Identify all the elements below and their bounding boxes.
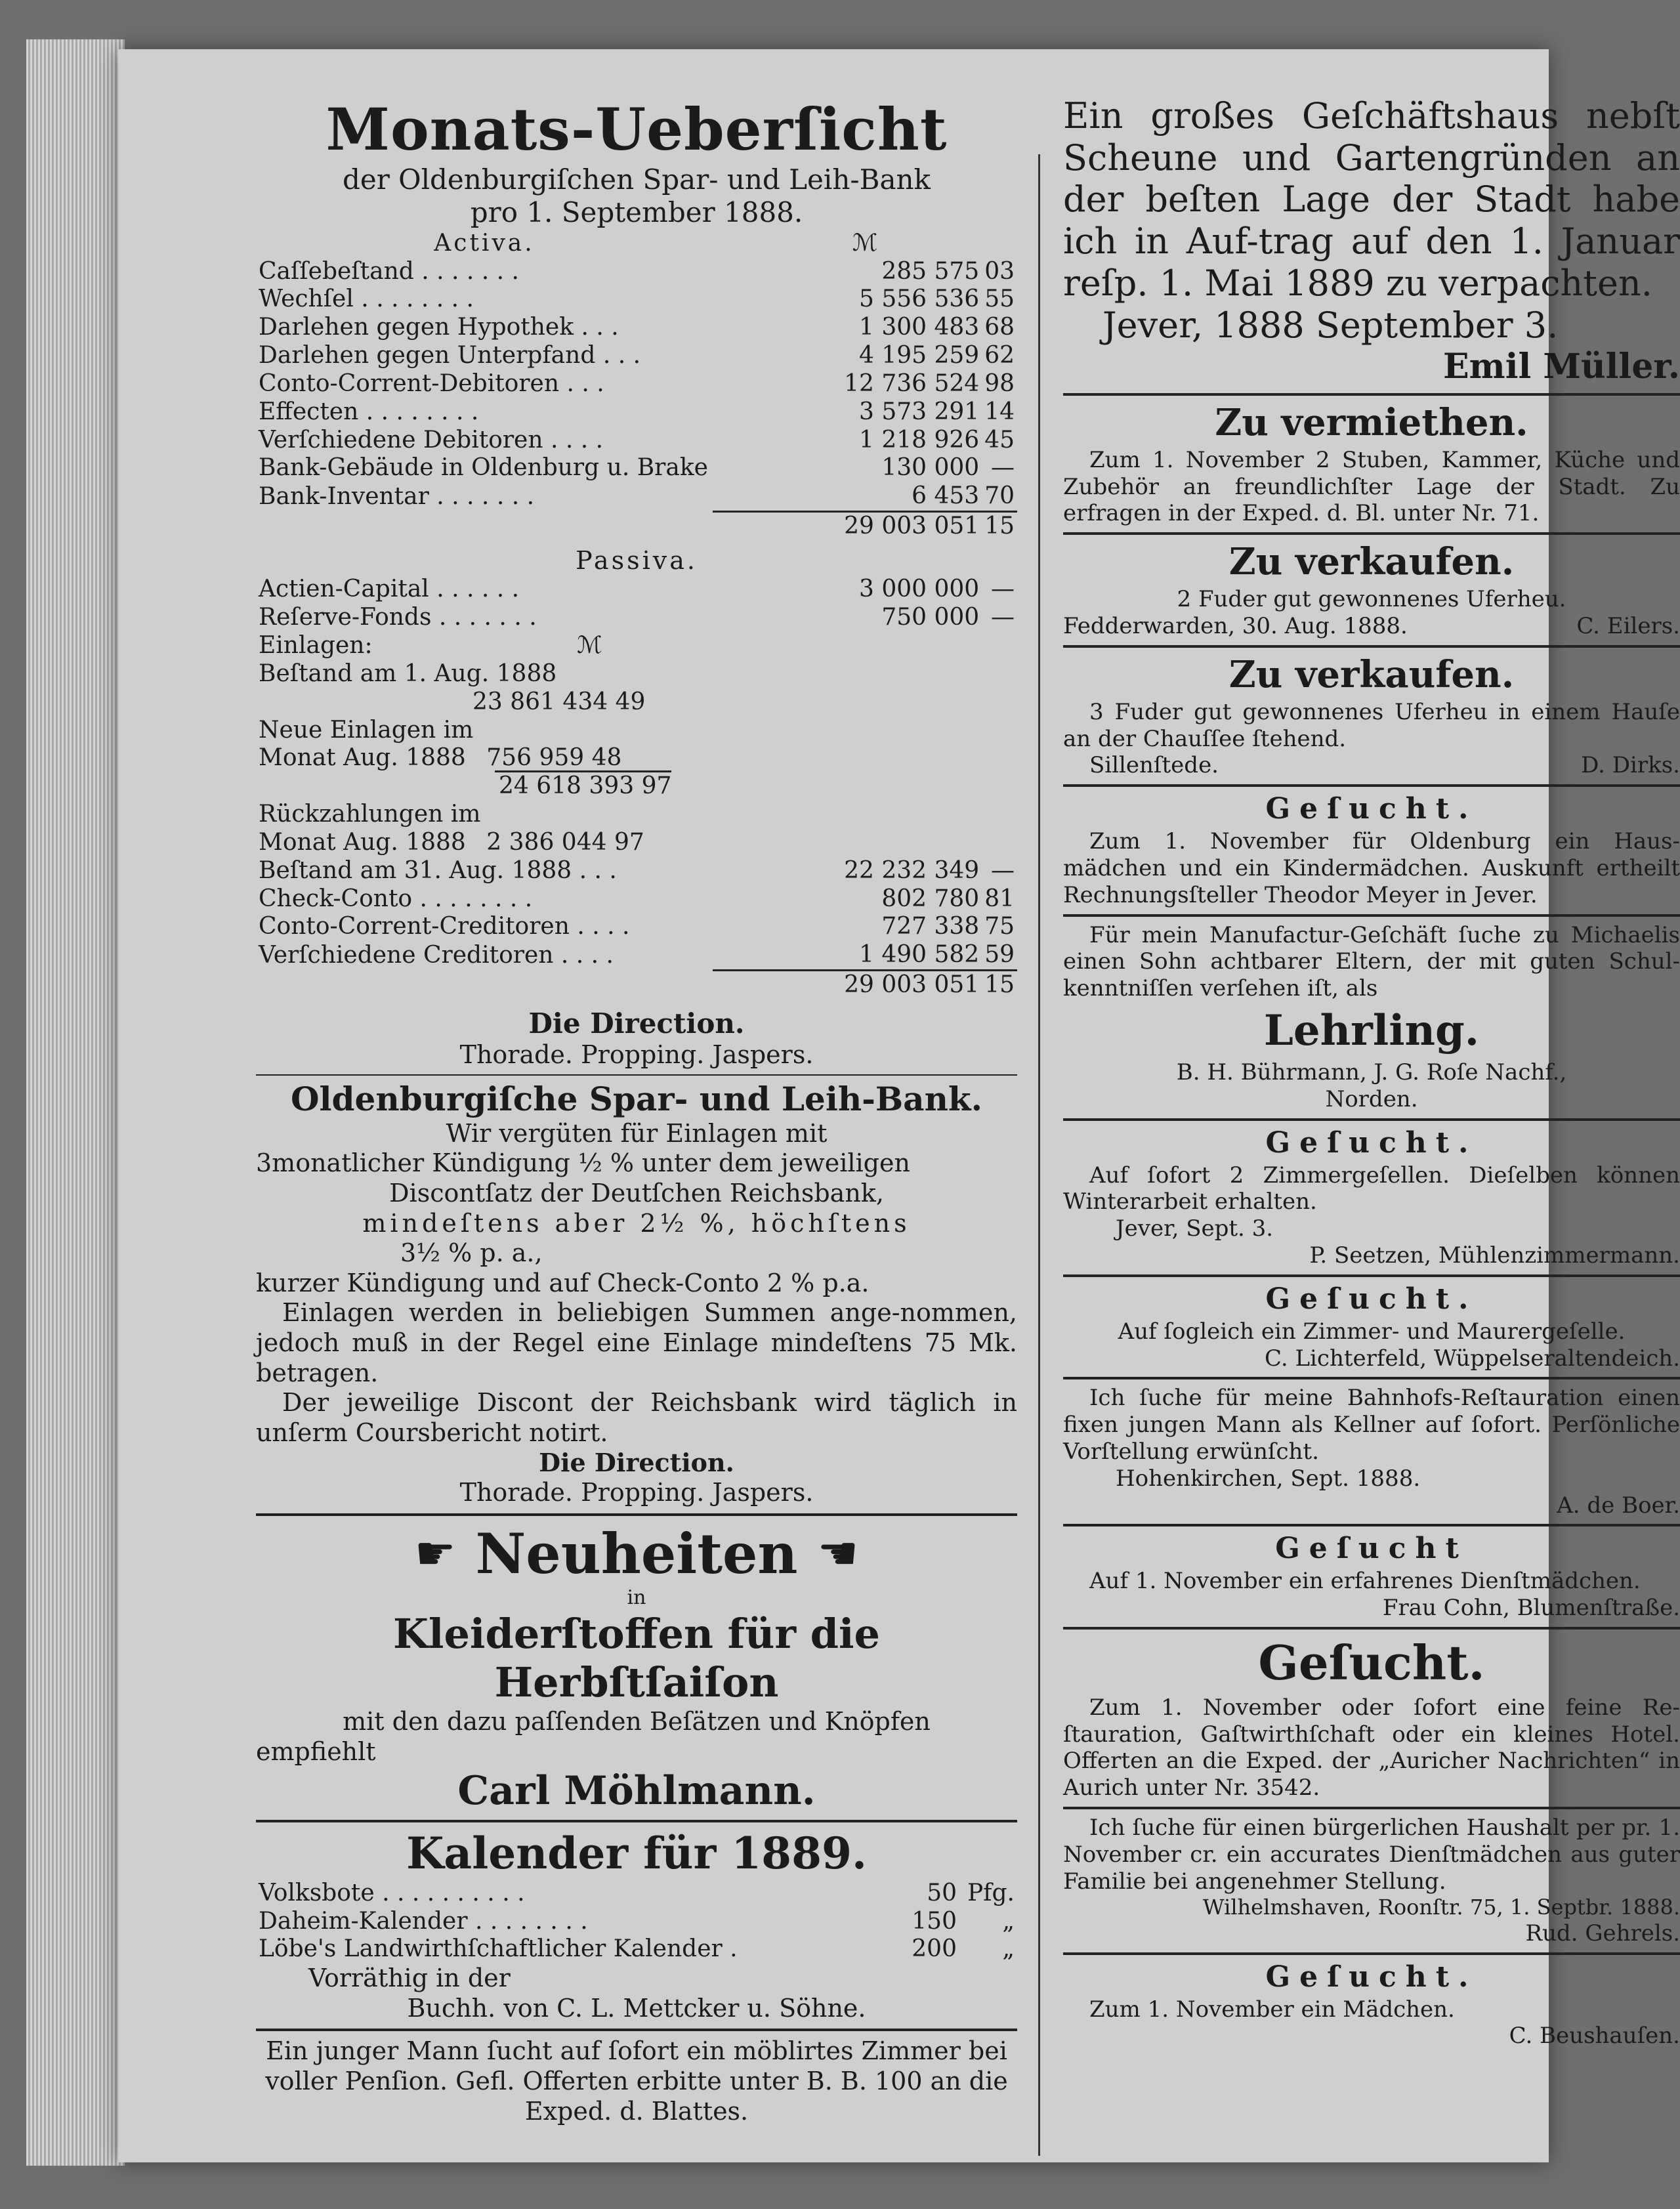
verkaufen-footer: Fedderwarden, 30. Aug. 1888. C. Eilers. — [1063, 612, 1680, 639]
table-row: Volksbote . . . . . . . . . . 50 Pfg. — [259, 1879, 1015, 1906]
table-row — [256, 632, 1017, 660]
neuheiten-heading — [256, 1521, 1017, 1586]
activa-table — [256, 230, 1017, 541]
table-row: Caſſebeſtand . . . . . . . 285 575 03 — [259, 257, 1015, 285]
gesucht-heading: Geſucht. — [1265, 792, 1478, 826]
haushalt-text: Ich ſuche für einen bürgerlichen Haushalt per pr. 1. November cr. ein accurates Dienſtmädchen aus guter Familie bei angenehmer Stellung. — [1063, 1815, 1680, 1895]
kalender-vorraetig: Vorräthig in der — [308, 1964, 511, 1993]
verkaufen-text: 3 Fuder gut gewonnenes Uferheu in einem Hauſe an der Chauſſee ſtehend. — [1063, 698, 1680, 752]
direction-signature: Die Direction. — [528, 1007, 745, 1040]
bank-text: 3½ % p. a., — [400, 1238, 543, 1268]
direction-signature: Die Direction. — [539, 1448, 734, 1478]
activa-heading: Activa. — [434, 229, 535, 257]
lehrling-heading: Lehrling. — [1263, 1005, 1480, 1055]
bank-title: Oldenburgiſche Spar- und Leih-Bank. — [291, 1079, 982, 1118]
gesucht-text: Auf ſofort 2 Zimmergeſellen. Dieſelben können Winterarbeit erhalten. — [1063, 1162, 1680, 1215]
table-row: Neue Einlagen im — [259, 716, 474, 744]
direction-names: Thorade. Propping. Jaspers. — [459, 1478, 814, 1507]
table-row: Actien-Capital . . . . . . 3 000 000 — — [259, 576, 1015, 603]
gesucht-text: Zum 1. November ein Mädchen. — [1089, 1996, 1455, 2023]
bank-text: Der jeweilige Discont der Reichsbank wird täglich in unſerm Coursbericht notirt. — [256, 1388, 1017, 1447]
bahnhof-name: A. de Boer. — [1557, 1492, 1680, 1519]
pointing-hand-left-icon: ☚ — [817, 1526, 859, 1581]
pointing-hand-right-icon: ☛ — [414, 1526, 456, 1581]
neuheiten-name: Carl Möhlmann. — [457, 1767, 816, 1814]
table-row: Beſtand am 31. Aug. 1888 . . . 22 232 349 — — [259, 856, 1015, 884]
verkaufen-text: 2 Fuder gut gewonnenes Uferheu. — [1177, 586, 1566, 613]
activa-total-row: 29 003 051 15 — [256, 512, 1017, 541]
kalender-buchhandlung: Buchh. von C. L. Mettcker u. Söhne. — [407, 1993, 866, 2023]
neuheiten-title: Neuheiten — [475, 1521, 798, 1586]
bank-text: Discontſatz der Deutſchen Reichsbank, — [389, 1179, 884, 1208]
passiva-table — [256, 576, 1017, 999]
bahnhof-place: Hohenkirchen, Sept. 1888. — [1116, 1465, 1421, 1492]
bank-text: mindeſtens aber 2½ %, höchſtens — [362, 1208, 911, 1238]
bahnhof-text: Ich ſuche für meine Bahnhofs-Reſtauration einen fixen jungen Mann als Kellner auf ſofort. Perſönliche Vorſtellung erwünſcht. — [1063, 1385, 1680, 1465]
gesucht-text: Zum 1. November oder ſofort eine feine Re-ſtauration, Gaſtwirthſchaft oder ein kleines Hotel. Offerten an die Exped. der „Auricher Nachrichten“ in Aurich unter Nr. 3542. — [1063, 1694, 1680, 1801]
verkaufen-heading: Zu verkaufen. — [1228, 652, 1515, 696]
table-row: Rückzahlungen im — [259, 801, 481, 828]
bank-text: 3monatlicher Kündigung ½ % unter dem jeweiligen — [256, 1148, 910, 1178]
gesucht-text: Auf 1. November ein erfahrenes Dienſtmädchen. — [1089, 1568, 1641, 1595]
verkaufen-footer: Sillenſtede. D. Dirks. — [1089, 752, 1680, 779]
mark-symbol: ℳ — [852, 229, 878, 257]
table-row: Bank-Gebäude in Oldenburg u. Brake 130 000 — — [259, 454, 1015, 482]
table-row: Daheim-Kalender . . . . . . . . 150 „ — [259, 1907, 1015, 1935]
table-row: 24 618 393 97 — [256, 772, 1017, 801]
manufactur-text: Für mein Manufactur-Geſchäft ſuche zu Michaelis einen Sohn achtbarer Eltern, der mit guten Schul-kenntniſſen verſehen iſt, als — [1063, 921, 1680, 1002]
gesucht-name: C. Lichterfeld, Wüppelseraltendeich. — [1265, 1345, 1680, 1372]
table-row: Darlehen gegen Unterpfand . . . 4 195 259 62 — [259, 342, 1015, 369]
monats-date: pro 1. September 1888. — [470, 196, 803, 229]
direction-names: Thorade. Propping. Jaspers. — [459, 1040, 814, 1070]
monats-title: Monats-Ueberſicht — [326, 95, 948, 163]
ad-date: Jever, 1888 September 3. — [1102, 304, 1559, 346]
neuheiten-sub: mit den dazu paſſenden Beſätzen und Knöpfen — [343, 1707, 931, 1736]
kalender-table — [256, 1880, 1017, 1964]
haushalt-place: Wilhelmshaven, Roonſtr. 75, 1. Septbr. 1888. — [1202, 1895, 1680, 1920]
table-row: Verſchiedene Debitoren . . . . 1 218 926 45 — [259, 426, 1015, 453]
book-page-edges — [26, 39, 125, 2166]
junger-mann-ad: Ein junger Mann ſucht auf ſofort ein möblirtes Zimmer bei voller Penſion. Gefl. Offerten erbitte unter B. B. 100 an die Exped. d. Blattes. — [265, 2036, 1008, 2126]
gesucht-name: P. Seetzen, Mühlenzimmermann. — [1309, 1242, 1680, 1269]
vermiethen-heading: Zu vermiethen. — [1215, 400, 1528, 444]
table-row: Monat Aug. 1888 756 959 48 — [259, 744, 622, 772]
neuheiten-big: Kleiderſtoffen für die Herbſtſaiſon — [393, 1609, 880, 1706]
table-row: Conto-Corrent-Debitoren . . . 12 736 524 98 — [259, 369, 1015, 397]
table-row: Beſtand am 1. Aug. 1888 — [259, 660, 557, 687]
bank-text: Wir vergüten für Einlagen mit — [446, 1118, 828, 1148]
gesucht-place: Jever, Sept. 3. — [1116, 1215, 1274, 1242]
passiva-heading: Passiva. — [576, 545, 698, 575]
gesucht-text: Auf ſogleich ein Zimmer- und Maurergeſelle. — [1118, 1318, 1626, 1345]
table-row: Darlehen gegen Hypothek . . . 1 300 483 68 — [259, 314, 1015, 341]
kalender-title: Kalender für 1889. — [406, 1827, 867, 1879]
right-column — [1063, 95, 1680, 2050]
gesucht-text: Zum 1. November für Oldenburg ein Haus-mädchen und ein Kindermädchen. Auskunft ertheilt Rechnungsſteller Theodor Meyer in Jever. — [1063, 828, 1680, 908]
table-row: Reſerve-Fonds . . . . . . . 750 000 — — [259, 604, 1015, 631]
bank-text: kurzer Kündigung und auf Check-Conto 2 % p.a. — [256, 1268, 870, 1297]
vermiethen-text: Zum 1. November 2 Stuben, Kammer, Küche und Zubehör an freundlichſter Lage der Stadt. Zu erfragen in der Exped. d. Bl. unter Nr. 71. — [1063, 446, 1680, 527]
table-row: Löbe's Landwirthſchaftlicher Kalender . 200 „ — [259, 1935, 1015, 1963]
gesucht-heading: Geſucht. — [1265, 1960, 1478, 1994]
table-row: 23 861 434 49 — [472, 688, 646, 715]
gesucht-big-heading: Geſucht. — [1258, 1634, 1485, 1691]
neuheiten-in: in — [627, 1586, 646, 1609]
gesucht-heading: Geſucht — [1275, 1532, 1468, 1566]
newspaper-page — [118, 49, 1680, 2162]
table-row: Bank-Inventar . . . . . . . 6 453 70 — [259, 482, 1015, 510]
einlagen-label: Einlagen: — [259, 632, 373, 660]
table-row: Check-Conto . . . . . . . . 802 780 81 — [259, 885, 1015, 912]
bank-text: Einlagen werden in beliebigen Summen ange-nommen, jedoch muß in der Regel eine Einlage mindeſtens 75 Mk. betragen. — [256, 1298, 1017, 1387]
ad-name: Emil Müller. — [1443, 347, 1680, 387]
verkaufen-heading: Zu verkaufen. — [1228, 540, 1515, 584]
table-row: Conto-Corrent-Creditoren . . . . 727 338 75 — [259, 913, 1015, 940]
table-row: Effecten . . . . . . . . 3 573 291 14 — [259, 398, 1015, 425]
left-column — [256, 95, 1017, 2126]
geschaeftshaus-ad: Ein großes Geſchäftshaus nebſt Scheune und Gartengründen an der beſten Lage der Stadt habe ich in Auf-trag auf den 1. Januar reſp. 1. Mai 1889 zu verpachten. — [1063, 95, 1680, 304]
monats-subtitle: der Oldenburgiſchen Spar- und Leih-Bank — [342, 163, 931, 196]
gesucht-name: C. Beushauſen. — [1509, 2023, 1680, 2050]
mark-symbol: ℳ — [577, 632, 602, 660]
manufactur-place: Norden. — [1325, 1085, 1418, 1112]
table-row: Monat Aug. 1888 2 386 044 97 — [259, 828, 644, 856]
column-divider — [1038, 154, 1040, 2156]
passiva-total-row: 29 003 051 15 — [256, 971, 1017, 999]
manufactur-name: B. H. Bührmann, J. G. Roſe Nachf., — [1176, 1059, 1567, 1085]
haushalt-name: Rud. Gehrels. — [1525, 1920, 1680, 1946]
gesucht-name: Frau Cohn, Blumenſtraße. — [1382, 1595, 1680, 1622]
neuheiten-empfiehlt: empfiehlt — [256, 1736, 376, 1766]
table-row: Wechſel . . . . . . . . 5 556 536 55 — [259, 285, 1015, 313]
gesucht-heading: Geſucht. — [1265, 1282, 1478, 1316]
gesucht-heading: Geſucht. — [1265, 1126, 1478, 1160]
table-row: Verſchiedene Creditoren . . . . 1 490 582 59 — [259, 941, 1015, 969]
